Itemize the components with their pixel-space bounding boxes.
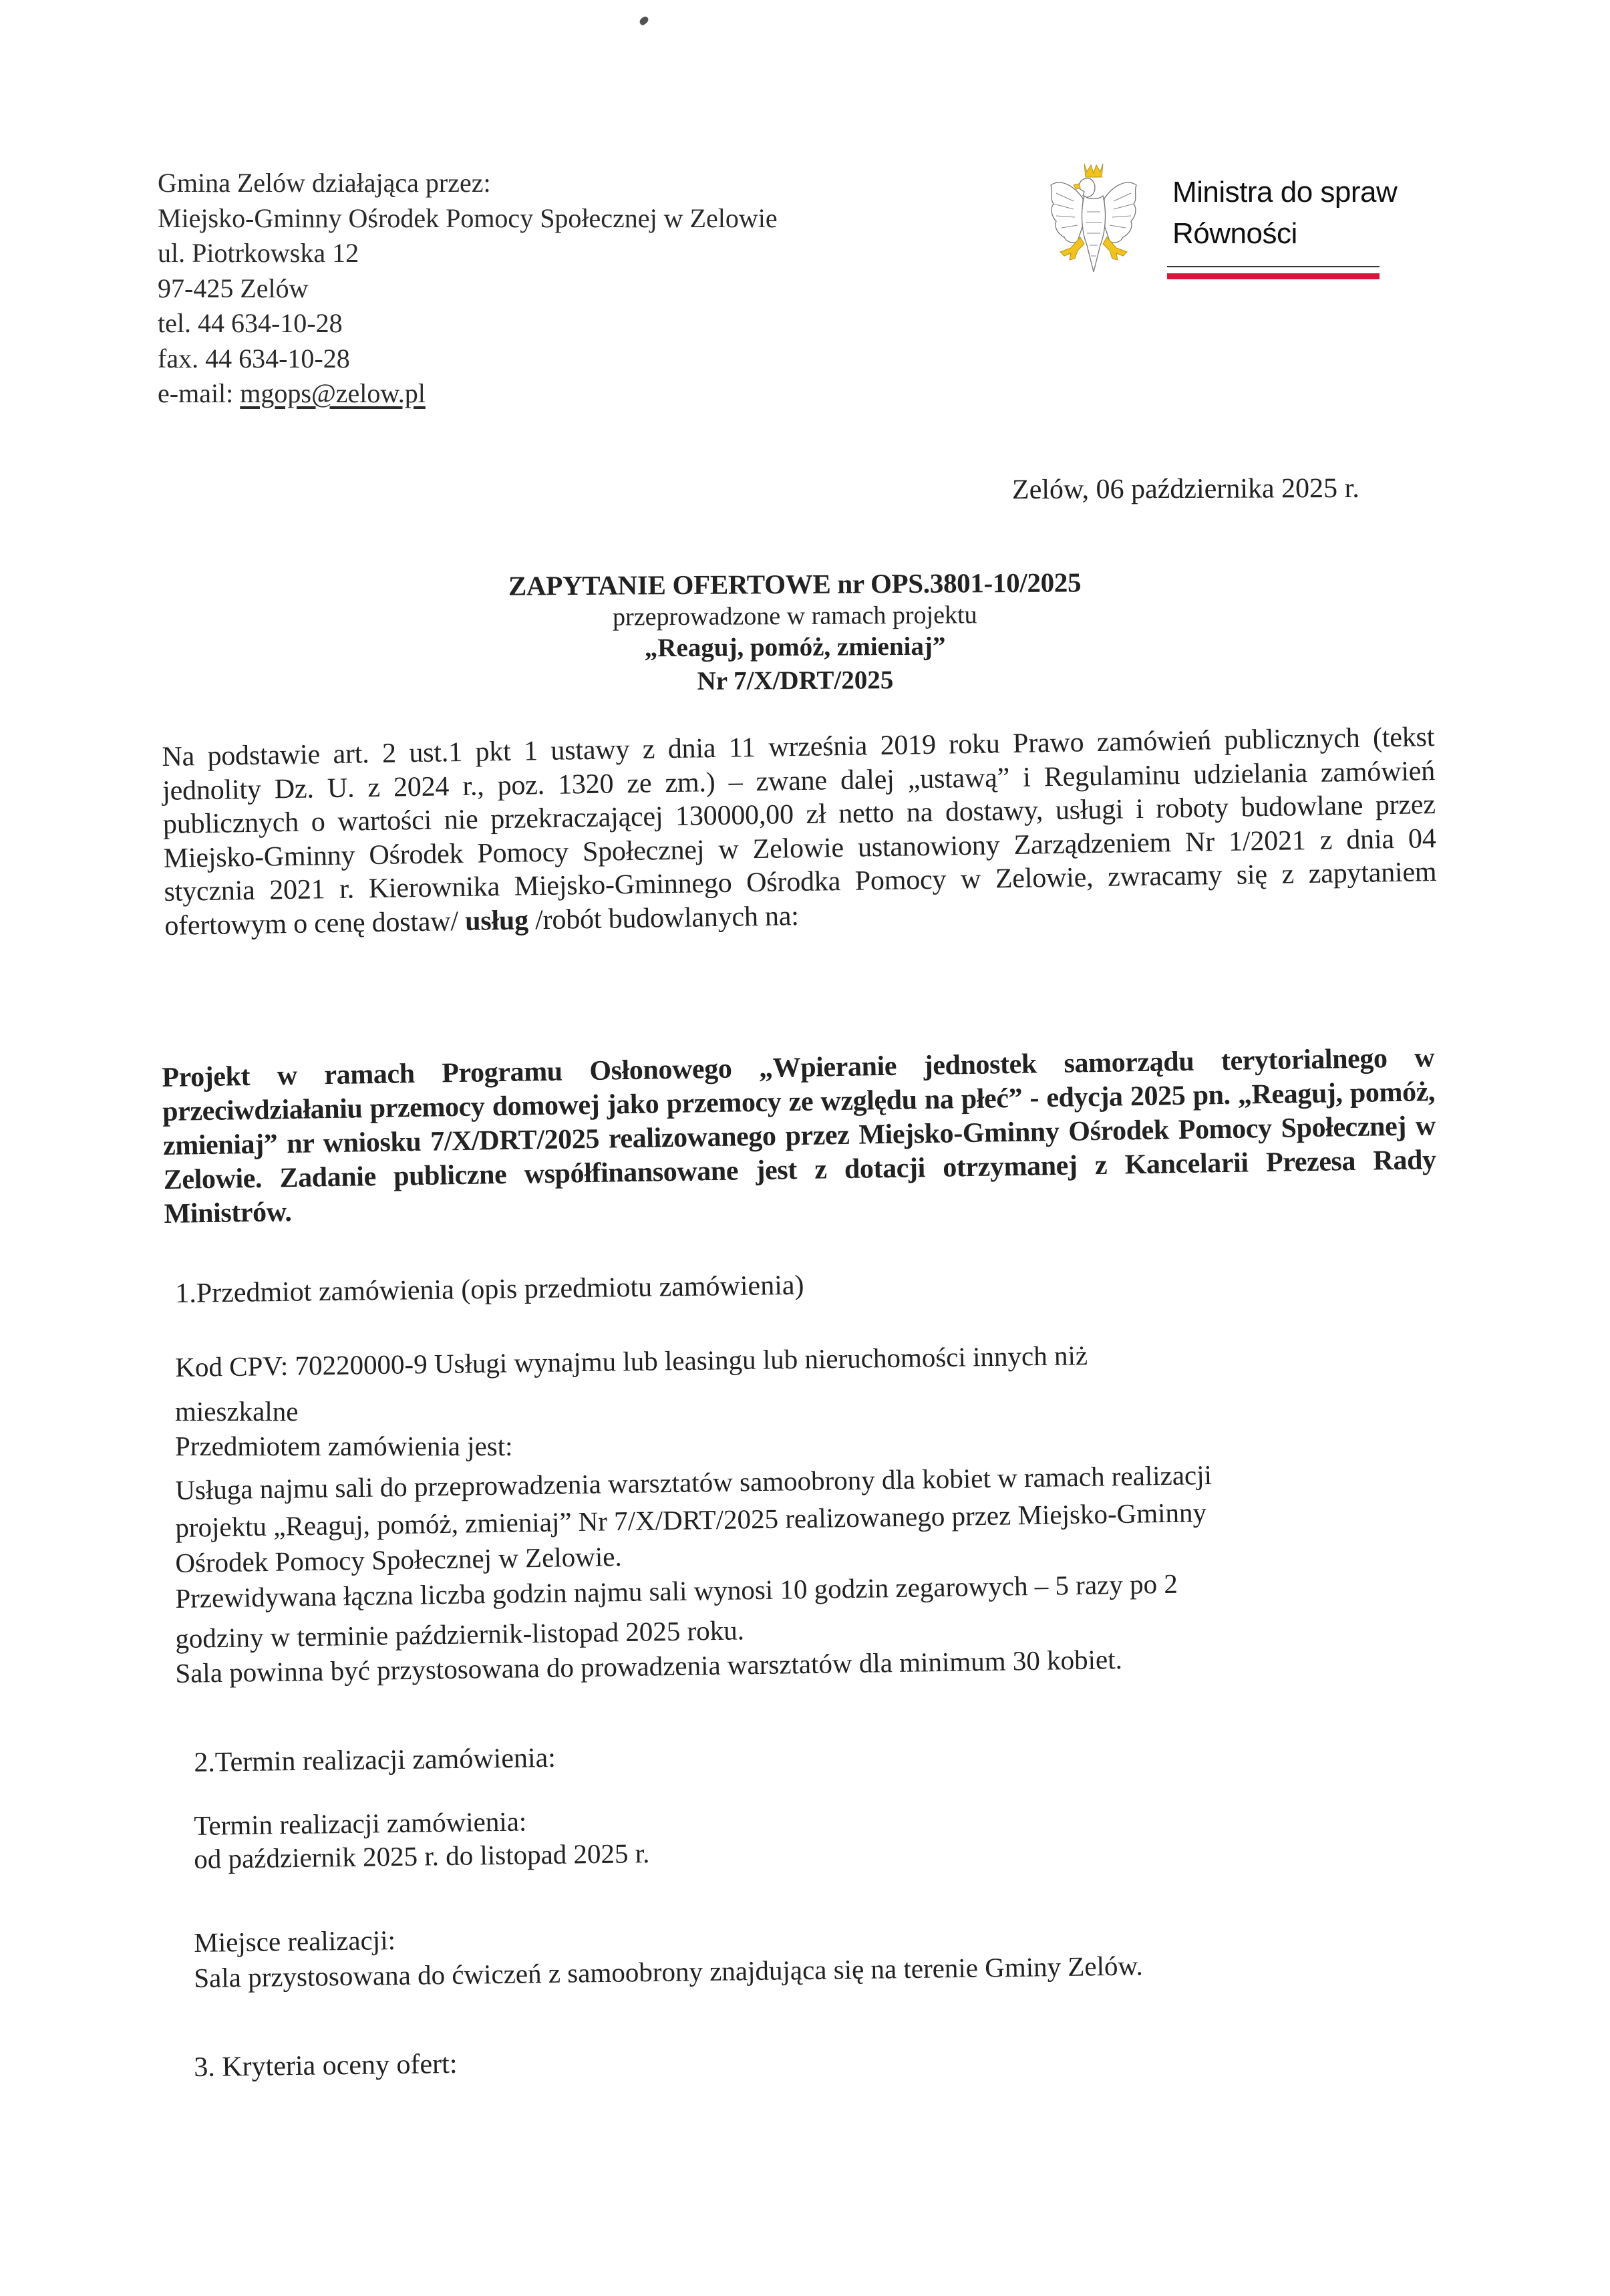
project-number: Nr 7/X/DRT/2025 [697, 666, 894, 696]
sender-line-street: ul. Piotrkowska 12 [158, 238, 359, 268]
document-title: ZAPYTANIE OFERTOWE nr OPS.3801-10/2025 [508, 567, 1082, 601]
logo-divider-line [1167, 266, 1380, 267]
section-3-heading: 3. Kryteria oceny ofert: [194, 2048, 458, 2083]
term-label: Termin realizacji zamówienia: [194, 1806, 527, 1841]
logo-text [1172, 172, 1397, 255]
sender-line-phone: tel. 44 634-10-28 [158, 308, 343, 338]
document-date: Zelów, 06 października 2025 r. [1011, 472, 1359, 506]
cpv-code-line-2: mieszkalne [175, 1396, 299, 1427]
subject-line-4: Przewidywana łączna liczba godzin najmu sali wynosi 10 godzin zegarowych – 5 razy po 2 [175, 1568, 1178, 1614]
sender-line-institution: Miejsko-Gminny Ośrodek Pomocy Społecznej w Zelowie [158, 202, 778, 233]
place-label: Miejsce realizacji: [194, 1924, 396, 1958]
subject-line-1: Usługa najmu sali do przeprowadzenia warsztatów samoobrony dla kobiet w ramach realizacji [175, 1459, 1213, 1505]
logo-red-bar [1167, 273, 1380, 279]
intro-paragraph [162, 720, 1438, 943]
project-name: „Reaguj, pomóż, zmieniaj” [644, 631, 946, 663]
sender-line-email [158, 376, 778, 412]
email-label: e-mail: [158, 378, 240, 408]
intro-bold-word: usług [464, 904, 529, 937]
section-1-heading: 1.Przedmiot zamówienia (opis przedmiotu zamówienia) [175, 1270, 804, 1309]
section-2-heading: 2.Termin realizacji zamówienia: [194, 1742, 556, 1778]
project-paragraph: Projekt w ramach Programu Osłonowego „Wpieranie jednostek samorządu terytorialnego w przeciwdziałaniu przemocy domowej jako przemocy ze względu na płeć” - edycja 2025 pn. „Reaguj, pomóż, zmieniaj” nr wniosku 7/X/DRT/2025 realizowanego przez Miejsko-Gminny Ośrodek Pomocy Społecznej w Zelowie. Zadanie publiczne współfinansowane jest z dotacji otrzymanej z Kancelarii Prezesa Rady Ministrów. [162, 1042, 1436, 1230]
scan-artifact-mark [638, 15, 649, 26]
subject-label: Przedmiotem zamówienia jest: [175, 1431, 513, 1461]
intro-text-end: /robót budowlanych na: [528, 900, 800, 936]
term-value: od październik 2025 r. do listopad 2025 r. [194, 1838, 650, 1874]
document-title-block [373, 564, 1216, 700]
ministry-logo [1032, 144, 1426, 287]
title-subtitle: przeprowadzone w ramach projektu [612, 601, 977, 631]
logo-line-2: Równości [1172, 217, 1297, 250]
subject-line-3: Ośrodek Pomocy Społecznej w Zelowie. [175, 1541, 622, 1578]
subject-line-6: Sala powinna być przystosowana do prowadzenia warsztatów dla minimum 30 kobiet. [175, 1643, 1123, 1689]
subject-line-2: projektu „Reaguj, pomóż, zmieniaj” Nr 7/X/DRT/2025 realizowanego przez Miejsko-Gminny [175, 1497, 1207, 1543]
sender-line-postal: 97-425 Zelów [158, 273, 309, 303]
email-link[interactable]: mgops@zelow.pl [240, 378, 426, 408]
place-value: Sala przystosowana do ćwiczeń z samoobrony znajdująca się na terenie Gminy Zelów. [194, 1950, 1143, 1993]
sender-line-gmina: Gmina Zelów działająca przez: [158, 168, 491, 198]
cpv-code-line: Kod CPV: 70220000-9 Usługi wynajmu lub leasingu lub nieruchomości innych niż [175, 1340, 1088, 1383]
logo-line-1: Ministra do spraw [1172, 176, 1398, 208]
intro-text: Na podstawie art. 2 ust.1 pkt 1 ustawy z dnia 11 września 2019 roku Prawo zamówień publicznych (tekst jednolity Dz. U. z 2024 r., poz. 1320 ze zm.) – zwane dalej „ustawą” i Regulaminu udzielania zamówień publicznych o wartości nie przekraczającej 130000,00 zł netto na dostawy, usługi i roboty budowlane przez Miejsko-Gminny Ośrodek Pomocy Społecznej w Zelowie ustanowiony Zarządzeniem Nr 1/2021 z dnia 04 stycznia 2021 r. Kierownika Miejsko-Gminnego Ośrodka Pomocy w Zelowie, zwracamy się z zapytaniem ofertowym o cenę dostaw/ [162, 722, 1437, 942]
polish-eagle-emblem-icon [1047, 158, 1140, 275]
sender-address-block [158, 166, 778, 412]
subject-line-5: godziny w terminie październik-listopad 2025 roku. [175, 1614, 745, 1654]
sender-line-fax: fax. 44 634-10-28 [158, 343, 350, 374]
